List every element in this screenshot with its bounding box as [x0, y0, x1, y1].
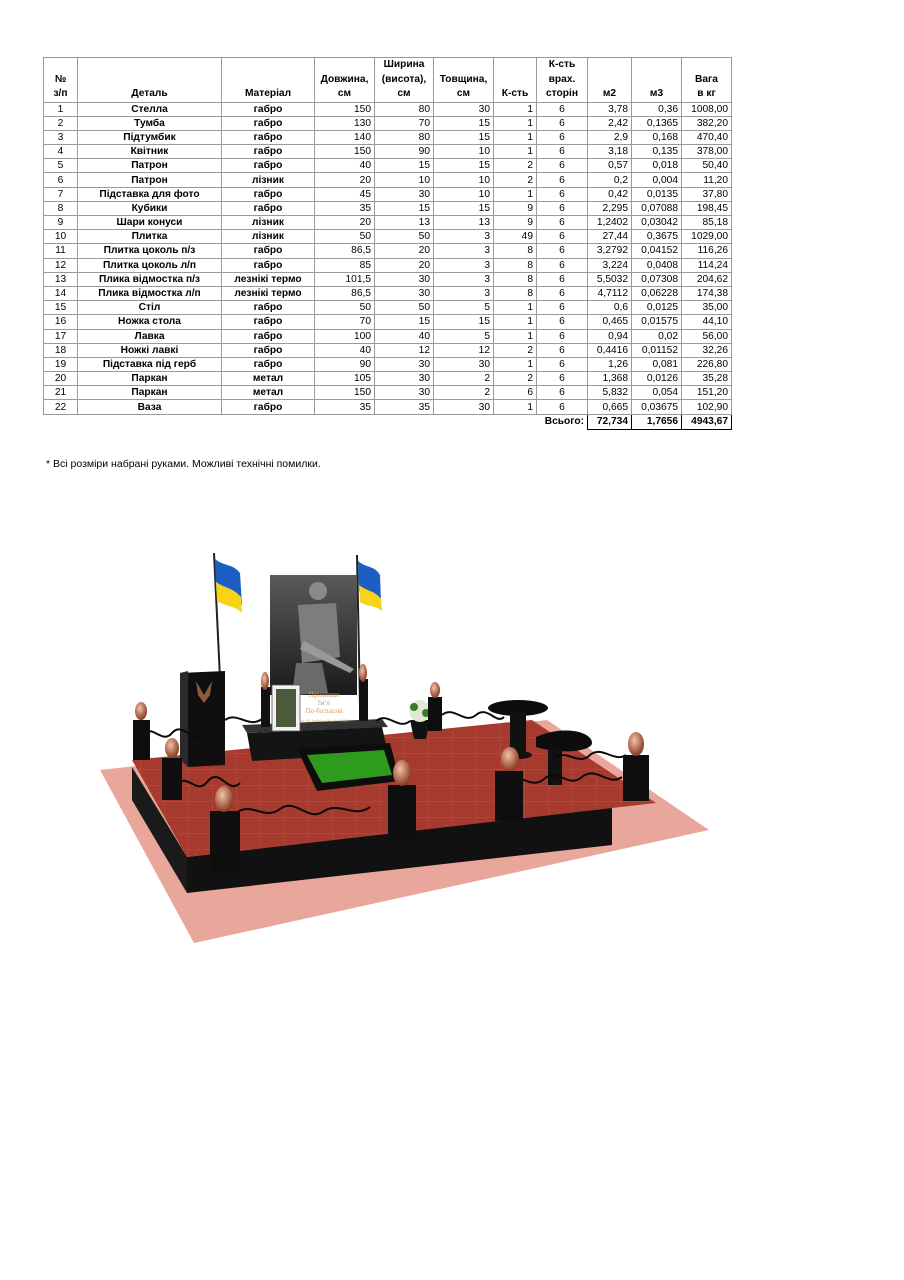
header-m2: м2 [588, 58, 632, 103]
row-num: 9 [44, 216, 78, 230]
row-length: 85 [315, 258, 375, 272]
table-row [44, 372, 732, 386]
row-sides: 6 [537, 386, 588, 400]
row-width: 80 [375, 130, 434, 144]
row-weight: 50,40 [682, 159, 732, 173]
row-m2: 0,2 [588, 173, 632, 187]
plaque-patronymic: По-батькові [305, 708, 343, 715]
row-weight: 32,26 [682, 343, 732, 357]
row-weight: 114,24 [682, 258, 732, 272]
row-length: 100 [315, 329, 375, 343]
table-header-row [44, 58, 732, 103]
row-material: метал [222, 386, 315, 400]
row-m3: 0,168 [632, 130, 682, 144]
row-m2: 0,42 [588, 187, 632, 201]
row-material: габро [222, 244, 315, 258]
row-m3: 0,0126 [632, 372, 682, 386]
table-row [44, 272, 732, 286]
specification-table [43, 57, 732, 430]
row-length: 40 [315, 159, 375, 173]
row-length: 150 [315, 145, 375, 159]
row-length: 20 [315, 216, 375, 230]
row-material: габро [222, 159, 315, 173]
row-m2: 4,7112 [588, 286, 632, 300]
row-qty: 8 [494, 258, 537, 272]
post-right-back [623, 732, 649, 801]
table-row [44, 116, 732, 130]
row-sides: 6 [537, 372, 588, 386]
row-width: 15 [375, 159, 434, 173]
row-width: 40 [375, 329, 434, 343]
row-num: 2 [44, 116, 78, 130]
row-detail: Ножка стола [78, 315, 222, 329]
row-qty: 8 [494, 272, 537, 286]
row-m3: 0,04152 [632, 244, 682, 258]
row-material: лезнікі термо [222, 272, 315, 286]
row-m3: 0,06228 [632, 286, 682, 300]
row-sides: 6 [537, 159, 588, 173]
row-thickness: 12 [434, 343, 494, 357]
row-thickness: 15 [434, 201, 494, 215]
table-row [44, 329, 732, 343]
row-num: 5 [44, 159, 78, 173]
table-row [44, 258, 732, 272]
row-num: 20 [44, 372, 78, 386]
header-weight: Вага в кг [682, 58, 732, 103]
row-weight: 116,26 [682, 244, 732, 258]
row-m3: 0,054 [632, 386, 682, 400]
memorial-plaque [299, 692, 349, 723]
row-m3: 0,02 [632, 329, 682, 343]
row-qty: 1 [494, 315, 537, 329]
row-weight: 382,20 [682, 116, 732, 130]
table-row [44, 357, 732, 371]
row-length: 50 [315, 230, 375, 244]
row-width: 70 [375, 116, 434, 130]
row-material: лезнікі термо [222, 286, 315, 300]
row-num: 18 [44, 343, 78, 357]
bullet-left [261, 672, 270, 727]
row-length: 150 [315, 386, 375, 400]
row-m3: 0,03675 [632, 400, 682, 414]
row-qty: 1 [494, 130, 537, 144]
row-m2: 0,665 [588, 400, 632, 414]
table-row [44, 386, 732, 400]
table-row [44, 216, 732, 230]
row-m2: 3,18 [588, 145, 632, 159]
table-row [44, 400, 732, 414]
row-qty: 1 [494, 329, 537, 343]
header-sides: К-сть врах. сторін [537, 58, 588, 103]
table-row [44, 102, 732, 116]
row-material: габро [222, 343, 315, 357]
row-sides: 6 [537, 244, 588, 258]
row-length: 105 [315, 372, 375, 386]
row-m2: 3,224 [588, 258, 632, 272]
row-detail: Кубики [78, 201, 222, 215]
row-m2: 2,295 [588, 201, 632, 215]
row-length: 140 [315, 130, 375, 144]
row-thickness: 10 [434, 173, 494, 187]
totals-label: Всього: [544, 416, 584, 428]
row-material: габро [222, 145, 315, 159]
row-qty: 8 [494, 244, 537, 258]
row-sides: 6 [537, 400, 588, 414]
row-detail: Паркан [78, 372, 222, 386]
row-qty: 1 [494, 357, 537, 371]
row-m2: 3,78 [588, 102, 632, 116]
row-weight: 470,40 [682, 130, 732, 144]
row-qty: 2 [494, 159, 537, 173]
row-sides: 6 [537, 173, 588, 187]
row-material: габро [222, 357, 315, 371]
row-width: 15 [375, 201, 434, 215]
row-m3: 0,1365 [632, 116, 682, 130]
row-num: 4 [44, 145, 78, 159]
table-row [44, 173, 732, 187]
row-material: габро [222, 301, 315, 315]
row-detail: Плитка цоколь п/з [78, 244, 222, 258]
header-qty: К-сть [494, 58, 537, 103]
row-width: 90 [375, 145, 434, 159]
row-qty: 1 [494, 145, 537, 159]
table-row [44, 244, 732, 258]
row-weight: 102,90 [682, 400, 732, 414]
row-length: 70 [315, 315, 375, 329]
row-material: габро [222, 315, 315, 329]
row-length: 20 [315, 173, 375, 187]
plaque-dates: 00.00.0000 - 00.00.0000 [299, 718, 349, 723]
row-m3: 0,01152 [632, 343, 682, 357]
row-weight: 204,62 [682, 272, 732, 286]
post-left-mid [162, 738, 182, 800]
row-material: габро [222, 102, 315, 116]
row-weight: 37,80 [682, 187, 732, 201]
row-material: лізник [222, 216, 315, 230]
row-length: 50 [315, 301, 375, 315]
coat-of-arms-pedestal [180, 671, 225, 767]
row-thickness: 2 [434, 372, 494, 386]
header-thickness: Товщина, см [434, 58, 494, 103]
row-width: 30 [375, 357, 434, 371]
row-thickness: 2 [434, 386, 494, 400]
row-detail: Ваза [78, 400, 222, 414]
post-back-center [428, 682, 442, 731]
row-width: 80 [375, 102, 434, 116]
row-weight: 226,80 [682, 357, 732, 371]
row-qty: 8 [494, 286, 537, 300]
row-thickness: 30 [434, 400, 494, 414]
row-num: 15 [44, 301, 78, 315]
row-weight: 378,00 [682, 145, 732, 159]
row-weight: 44,10 [682, 315, 732, 329]
row-num: 10 [44, 230, 78, 244]
row-m2: 0,57 [588, 159, 632, 173]
photo-portrait [276, 689, 296, 727]
row-material: габро [222, 258, 315, 272]
row-detail: Плитка цоколь л/п [78, 258, 222, 272]
row-m2: 3,2792 [588, 244, 632, 258]
row-length: 45 [315, 187, 375, 201]
row-sides: 6 [537, 116, 588, 130]
row-detail: Плика відмостка л/п [78, 286, 222, 300]
header-detail: Деталь [78, 58, 222, 103]
row-length: 40 [315, 343, 375, 357]
table-row [44, 315, 732, 329]
row-thickness: 10 [434, 187, 494, 201]
row-num: 22 [44, 400, 78, 414]
row-sides: 6 [537, 102, 588, 116]
row-weight: 1008,00 [682, 102, 732, 116]
row-length: 130 [315, 116, 375, 130]
row-sides: 6 [537, 357, 588, 371]
table-row [44, 301, 732, 315]
table-row [44, 145, 732, 159]
row-m2: 0,4416 [588, 343, 632, 357]
row-material: габро [222, 400, 315, 414]
row-material: метал [222, 372, 315, 386]
memorial-render [92, 545, 722, 950]
row-sides: 6 [537, 315, 588, 329]
header-width: Ширина (висота), см [375, 58, 434, 103]
row-sides: 6 [537, 286, 588, 300]
row-m3: 0,0135 [632, 187, 682, 201]
row-thickness: 3 [434, 244, 494, 258]
row-material: габро [222, 187, 315, 201]
table-body [44, 102, 732, 414]
row-thickness: 13 [434, 216, 494, 230]
row-weight: 11,20 [682, 173, 732, 187]
row-sides: 6 [537, 130, 588, 144]
row-m2: 27,44 [588, 230, 632, 244]
header-material: Матеріал [222, 58, 315, 103]
row-thickness: 3 [434, 230, 494, 244]
row-detail: Підставка для фото [78, 187, 222, 201]
row-detail: Плитка [78, 230, 222, 244]
row-weight: 56,00 [682, 329, 732, 343]
row-weight: 198,45 [682, 201, 732, 215]
row-num: 19 [44, 357, 78, 371]
row-sides: 6 [537, 272, 588, 286]
row-m2: 2,42 [588, 116, 632, 130]
row-m3: 0,3675 [632, 230, 682, 244]
plaque-surname: Прізвище [308, 692, 340, 699]
row-detail: Стелла [78, 102, 222, 116]
row-qty: 1 [494, 116, 537, 130]
row-detail: Шари конуси [78, 216, 222, 230]
row-thickness: 3 [434, 258, 494, 272]
stela [270, 575, 357, 695]
row-num: 3 [44, 130, 78, 144]
row-detail: Патрон [78, 173, 222, 187]
row-m3: 0,01575 [632, 315, 682, 329]
row-detail: Тумба [78, 116, 222, 130]
row-length: 86,5 [315, 286, 375, 300]
total-m2: 72,734 [588, 414, 632, 429]
row-qty: 2 [494, 173, 537, 187]
row-qty: 6 [494, 386, 537, 400]
row-thickness: 15 [434, 315, 494, 329]
row-width: 35 [375, 400, 434, 414]
row-detail: Квітник [78, 145, 222, 159]
row-width: 50 [375, 301, 434, 315]
row-m2: 5,832 [588, 386, 632, 400]
row-num: 12 [44, 258, 78, 272]
row-material: габро [222, 329, 315, 343]
row-m3: 0,0125 [632, 301, 682, 315]
row-thickness: 15 [434, 130, 494, 144]
row-m2: 1,368 [588, 372, 632, 386]
row-thickness: 3 [434, 272, 494, 286]
row-m2: 0,94 [588, 329, 632, 343]
row-weight: 1029,00 [682, 230, 732, 244]
row-m3: 0,07088 [632, 201, 682, 215]
row-thickness: 3 [434, 286, 494, 300]
row-thickness: 30 [434, 102, 494, 116]
row-material: габро [222, 201, 315, 215]
row-width: 13 [375, 216, 434, 230]
row-detail: Стіл [78, 301, 222, 315]
row-m3: 0,07308 [632, 272, 682, 286]
row-num: 21 [44, 386, 78, 400]
plaque-name: Ім'я [317, 700, 331, 707]
header-length: Довжина, см [315, 58, 375, 103]
row-material: лізник [222, 173, 315, 187]
row-m3: 0,03042 [632, 216, 682, 230]
row-length: 150 [315, 102, 375, 116]
row-num: 1 [44, 102, 78, 116]
row-detail: Лавка [78, 329, 222, 343]
row-qty: 9 [494, 216, 537, 230]
row-width: 15 [375, 315, 434, 329]
row-width: 10 [375, 173, 434, 187]
post-left-back [133, 702, 150, 760]
row-detail: Підтумбик [78, 130, 222, 144]
row-material: лізник [222, 230, 315, 244]
row-detail: Патрон [78, 159, 222, 173]
row-weight: 174,38 [682, 286, 732, 300]
row-sides: 6 [537, 258, 588, 272]
row-qty: 49 [494, 230, 537, 244]
row-weight: 151,20 [682, 386, 732, 400]
row-m2: 5,5032 [588, 272, 632, 286]
table-row [44, 130, 732, 144]
row-width: 20 [375, 258, 434, 272]
total-weight: 4943,67 [682, 414, 732, 429]
row-detail: Підставка під герб [78, 357, 222, 371]
row-material: габро [222, 130, 315, 144]
row-m2: 1,26 [588, 357, 632, 371]
row-thickness: 5 [434, 301, 494, 315]
row-sides: 6 [537, 201, 588, 215]
row-length: 35 [315, 201, 375, 215]
row-m2: 0,465 [588, 315, 632, 329]
row-sides: 6 [537, 145, 588, 159]
row-length: 101,5 [315, 272, 375, 286]
row-qty: 9 [494, 201, 537, 215]
footnote: * Всі розміри набрані руками. Можливі технічні помилки. [46, 458, 321, 470]
row-num: 13 [44, 272, 78, 286]
table-row [44, 159, 732, 173]
row-m2: 2,9 [588, 130, 632, 144]
row-num: 11 [44, 244, 78, 258]
total-m3: 1,7656 [632, 414, 682, 429]
table-row [44, 230, 732, 244]
row-m3: 0,081 [632, 357, 682, 371]
row-qty: 1 [494, 187, 537, 201]
row-m3: 0,135 [632, 145, 682, 159]
row-m3: 0,0408 [632, 258, 682, 272]
row-thickness: 10 [434, 145, 494, 159]
bullet-right [359, 664, 368, 721]
row-detail: Ножкі лавкі [78, 343, 222, 357]
table-row [44, 343, 732, 357]
row-weight: 35,00 [682, 301, 732, 315]
row-num: 7 [44, 187, 78, 201]
table-row [44, 201, 732, 215]
row-length: 86,5 [315, 244, 375, 258]
row-sides: 6 [537, 301, 588, 315]
row-length: 35 [315, 400, 375, 414]
row-width: 12 [375, 343, 434, 357]
row-width: 20 [375, 244, 434, 258]
totals-row [44, 414, 732, 429]
row-detail: Плика відмостка п/з [78, 272, 222, 286]
row-width: 30 [375, 187, 434, 201]
header-num: № з/п [44, 58, 78, 103]
row-m2: 1,2402 [588, 216, 632, 230]
table-row [44, 187, 732, 201]
row-width: 30 [375, 272, 434, 286]
row-sides: 6 [537, 187, 588, 201]
row-thickness: 30 [434, 357, 494, 371]
row-qty: 1 [494, 102, 537, 116]
row-num: 16 [44, 315, 78, 329]
row-sides: 6 [537, 230, 588, 244]
row-num: 17 [44, 329, 78, 343]
row-sides: 6 [537, 329, 588, 343]
row-m3: 0,36 [632, 102, 682, 116]
row-width: 30 [375, 372, 434, 386]
row-weight: 35,28 [682, 372, 732, 386]
row-m2: 0,6 [588, 301, 632, 315]
row-num: 14 [44, 286, 78, 300]
row-thickness: 5 [434, 329, 494, 343]
row-sides: 6 [537, 343, 588, 357]
row-qty: 1 [494, 301, 537, 315]
row-thickness: 15 [434, 116, 494, 130]
table-row [44, 286, 732, 300]
row-qty: 1 [494, 400, 537, 414]
row-width: 50 [375, 230, 434, 244]
row-qty: 2 [494, 372, 537, 386]
row-sides: 6 [537, 216, 588, 230]
row-material: габро [222, 116, 315, 130]
row-weight: 85,18 [682, 216, 732, 230]
row-thickness: 15 [434, 159, 494, 173]
row-detail: Паркан [78, 386, 222, 400]
row-m3: 0,018 [632, 159, 682, 173]
row-width: 30 [375, 386, 434, 400]
header-m3: м3 [632, 58, 682, 103]
row-num: 8 [44, 201, 78, 215]
row-qty: 2 [494, 343, 537, 357]
row-num: 6 [44, 173, 78, 187]
row-length: 90 [315, 357, 375, 371]
row-m3: 0,004 [632, 173, 682, 187]
row-width: 30 [375, 286, 434, 300]
